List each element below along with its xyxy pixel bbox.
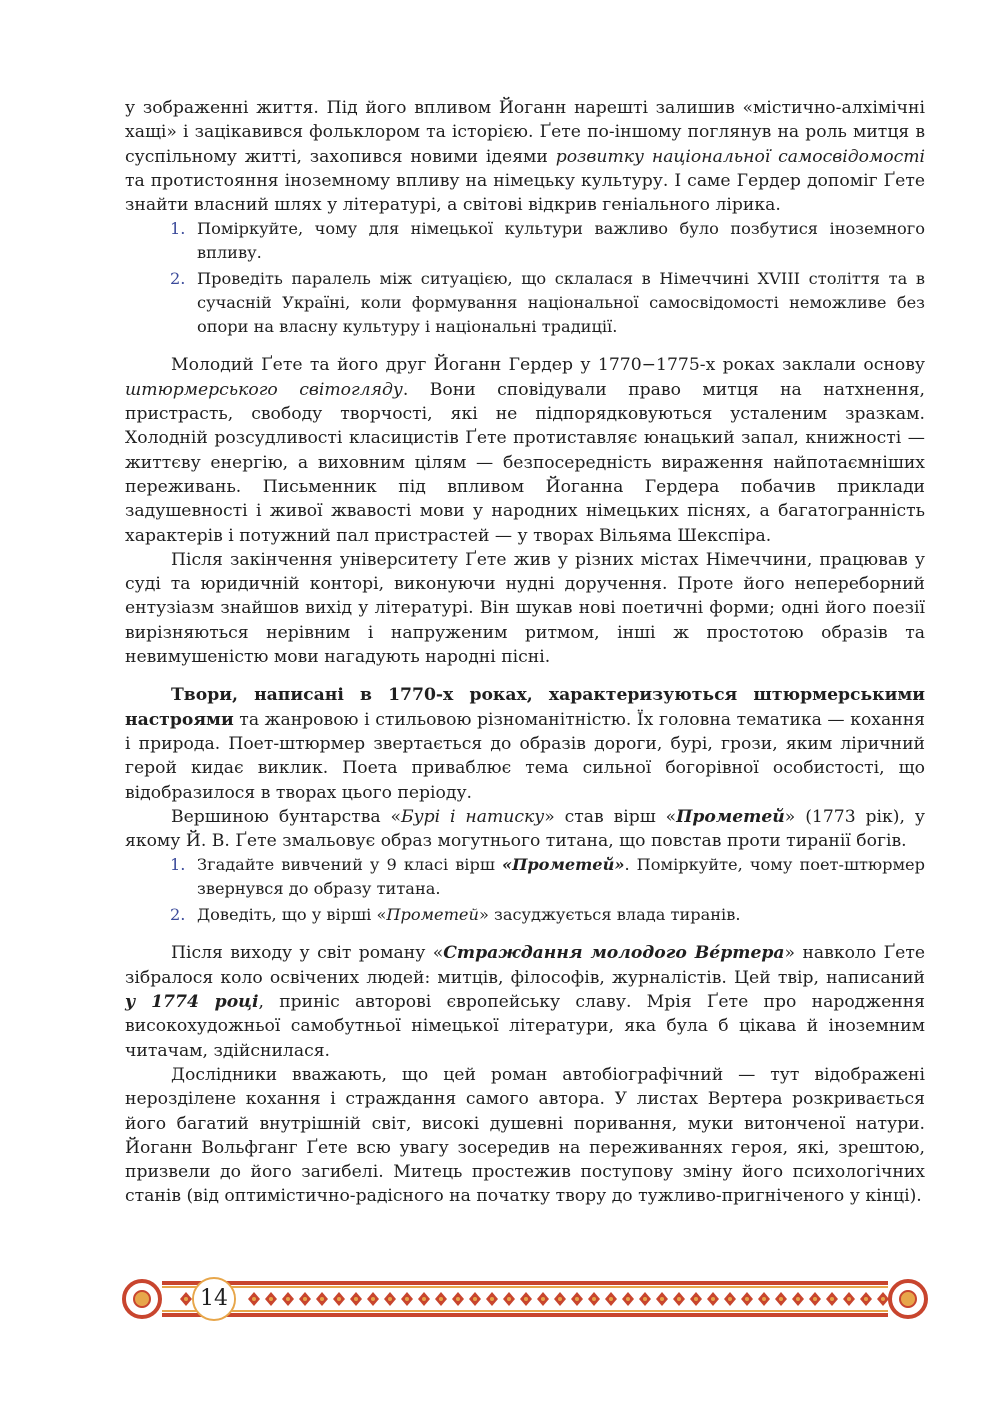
ornament-motif bbox=[422, 1297, 426, 1301]
paragraph: Вершиною бунтарства «Бурі і натиску» став вірш «Прометей» (1773 рік), у якому Й. В. Ґете змальовує образ могутнього титана, що повстав проти тиранії богів. bbox=[125, 806, 925, 852]
ornament-motif bbox=[490, 1297, 494, 1301]
question-item: 2. Доведіть, що у вірші «Прометей» засуджується влада тиранів. bbox=[170, 905, 741, 925]
ornament-motif bbox=[473, 1297, 477, 1301]
ornament-motif bbox=[779, 1297, 783, 1301]
ornament-motif bbox=[320, 1297, 324, 1301]
paragraph: Твори, написані в 1770-х роках, характеризуються штюрмерськими настроями та жанровою і стильовою різноманітністю. Їх головна тематика — кохання і природа. Поет-штюрмер звертається до образів дороги, бурі, грози, яким ліричний герой кидає виклик. Поета приваблює тема сильної богорівної особистості, що відобразилося в творах цього періоду. bbox=[125, 685, 925, 803]
ornament-motif bbox=[847, 1297, 851, 1301]
ornament-motif bbox=[405, 1297, 409, 1301]
ornament-motif bbox=[745, 1297, 749, 1301]
ornament-motif bbox=[643, 1297, 647, 1301]
question-item: 2. Проведіть паралель між ситуацією, що склалася в Німеччині XVIII століття та в сучасній Україні, коли формування національної самосвідомості неможливе без опори на власну культуру і національні традиції. bbox=[170, 269, 925, 337]
ornament-motif bbox=[371, 1297, 375, 1301]
ornament-motif bbox=[830, 1297, 834, 1301]
ornament-motif bbox=[337, 1297, 341, 1301]
ornament-motif bbox=[388, 1297, 392, 1301]
ornament-motif bbox=[303, 1297, 307, 1301]
paragraph: Молодий Ґете та його друг Йоганн Гердер у 1770−1775-х роках заклали основу штюрмерського світогляду. Вони сповідували право митця на натхнення, пристрасть, свободу творчості, які не підпорядковуються усталеним зразкам. Холодній розсудливості класицистів Ґете протиставляє юнацький запал, книжності — життєву енергію, а виховним цілям — безпосередність вираження найпотаємніших переживань. Письменник під впливом Йоганна Гердера побачив приклади задушевності і живої жвавості мови у народних німецьких піснях, а багатогранність характерів і потужний пал пристрастей — у творах Вільяма Шекспіра. bbox=[125, 355, 925, 546]
question-item: 1. Поміркуйте, чому для німецької культури важливо було позбутися іноземного впливу. bbox=[170, 219, 925, 263]
ornament-line bbox=[162, 1281, 888, 1285]
ornament-motif bbox=[286, 1297, 290, 1301]
ornament-motif bbox=[456, 1297, 460, 1301]
ornament-motif bbox=[796, 1297, 800, 1301]
ornament-line bbox=[162, 1310, 888, 1312]
ornament-motif bbox=[558, 1297, 562, 1301]
ornament-motif bbox=[626, 1297, 630, 1301]
ornament-motif bbox=[728, 1297, 732, 1301]
ornament-motif bbox=[354, 1297, 358, 1301]
ornament-motif bbox=[609, 1297, 613, 1301]
ornament-motif bbox=[184, 1297, 188, 1301]
ornament-scroll bbox=[134, 1291, 150, 1307]
ornament-motif bbox=[864, 1297, 868, 1301]
footer-ornament bbox=[122, 1273, 928, 1325]
paragraph: Після закінчення університету Ґете жив у різних містах Німеччини, працював у суді та юридичній конторі, виконуючи нудні доручення. Проте його непереборний ентузіазм знайшов вихід у літературі. Він шукав нові поетичні форми; одні його поезії вирізняються нерівним і напруженим ритмом, інші ж простотою образів та невимушеністю мови нагадують народні пісні. bbox=[125, 549, 925, 668]
ornament-motif bbox=[677, 1297, 681, 1301]
questions-list bbox=[125, 853, 925, 927]
ornament-motif bbox=[592, 1297, 596, 1301]
page-number: 14 bbox=[194, 1280, 234, 1318]
ornament-motif bbox=[881, 1297, 885, 1301]
ornament-motif bbox=[507, 1297, 511, 1301]
paragraph: у зображенні життя. Під його впливом Йоганн нарешті залишив «містично-алхімічні хащі» і зацікавився фольклором та історією. Ґете по-іншому поглянув на роль митця в суспільному житті, захопився новими ідеями розвитку національної самосвідомості та протистояння іноземному впливу на німецьку культуру. І саме Гердер допоміг Ґете знайти власний шлях у літературі, а світові відкрив геніального лірика. bbox=[125, 98, 925, 216]
questions-list bbox=[125, 217, 925, 339]
paragraph: Дослідники вважають, що цей роман автобіографічний — тут відображені нерозділене кохання і страждання самого автора. У листах Вертера розкривається його багатий внутрішній світ, високі душевні поривання, муки витонченої натури. Йоганн Вольфганг Ґете всю увагу зосередив на переживаннях героя, які, зрештою, призвели до його загибелі. Митець простежив поступову зміну його психологічних станів (від оптимістично-радісного на початку твору до тужливо-пригніченого у кінці). bbox=[125, 1064, 925, 1207]
paragraph: Після виходу у світ роману «Страждання молодого Ве́ртера» навколо Ґете зібралося коло освічених людей: митців, філософів, журналістів. Цей твір, написаний у 1774 році, приніс авторові європейську славу. Мрія Ґете про народження високохудожньої самобутньої німецької літератури, яка була б цікава й іноземним читачам, здійснилася. bbox=[125, 943, 926, 1061]
question-item: 1. Згадайте вивчений у 9 класі вірш «Прометей». Поміркуйте, чому поет-штюрмер звернувся до образу титана. bbox=[170, 855, 925, 899]
ornament-motif bbox=[575, 1297, 579, 1301]
ornament-motif bbox=[269, 1297, 273, 1301]
ornament-motif bbox=[813, 1297, 817, 1301]
ornament-motif bbox=[541, 1297, 545, 1301]
ornament-motif bbox=[439, 1297, 443, 1301]
ornament-motif bbox=[711, 1297, 715, 1301]
ornament-motif bbox=[524, 1297, 528, 1301]
ornament-motif bbox=[252, 1297, 256, 1301]
ornament-motif bbox=[694, 1297, 698, 1301]
ornament-motif bbox=[762, 1297, 766, 1301]
ornament-scroll bbox=[900, 1291, 916, 1307]
ornament-line bbox=[162, 1286, 888, 1288]
page-body bbox=[125, 96, 925, 1209]
ornament-motif bbox=[660, 1297, 664, 1301]
ornament-pattern bbox=[124, 1278, 926, 1320]
ornament-line bbox=[162, 1313, 888, 1317]
